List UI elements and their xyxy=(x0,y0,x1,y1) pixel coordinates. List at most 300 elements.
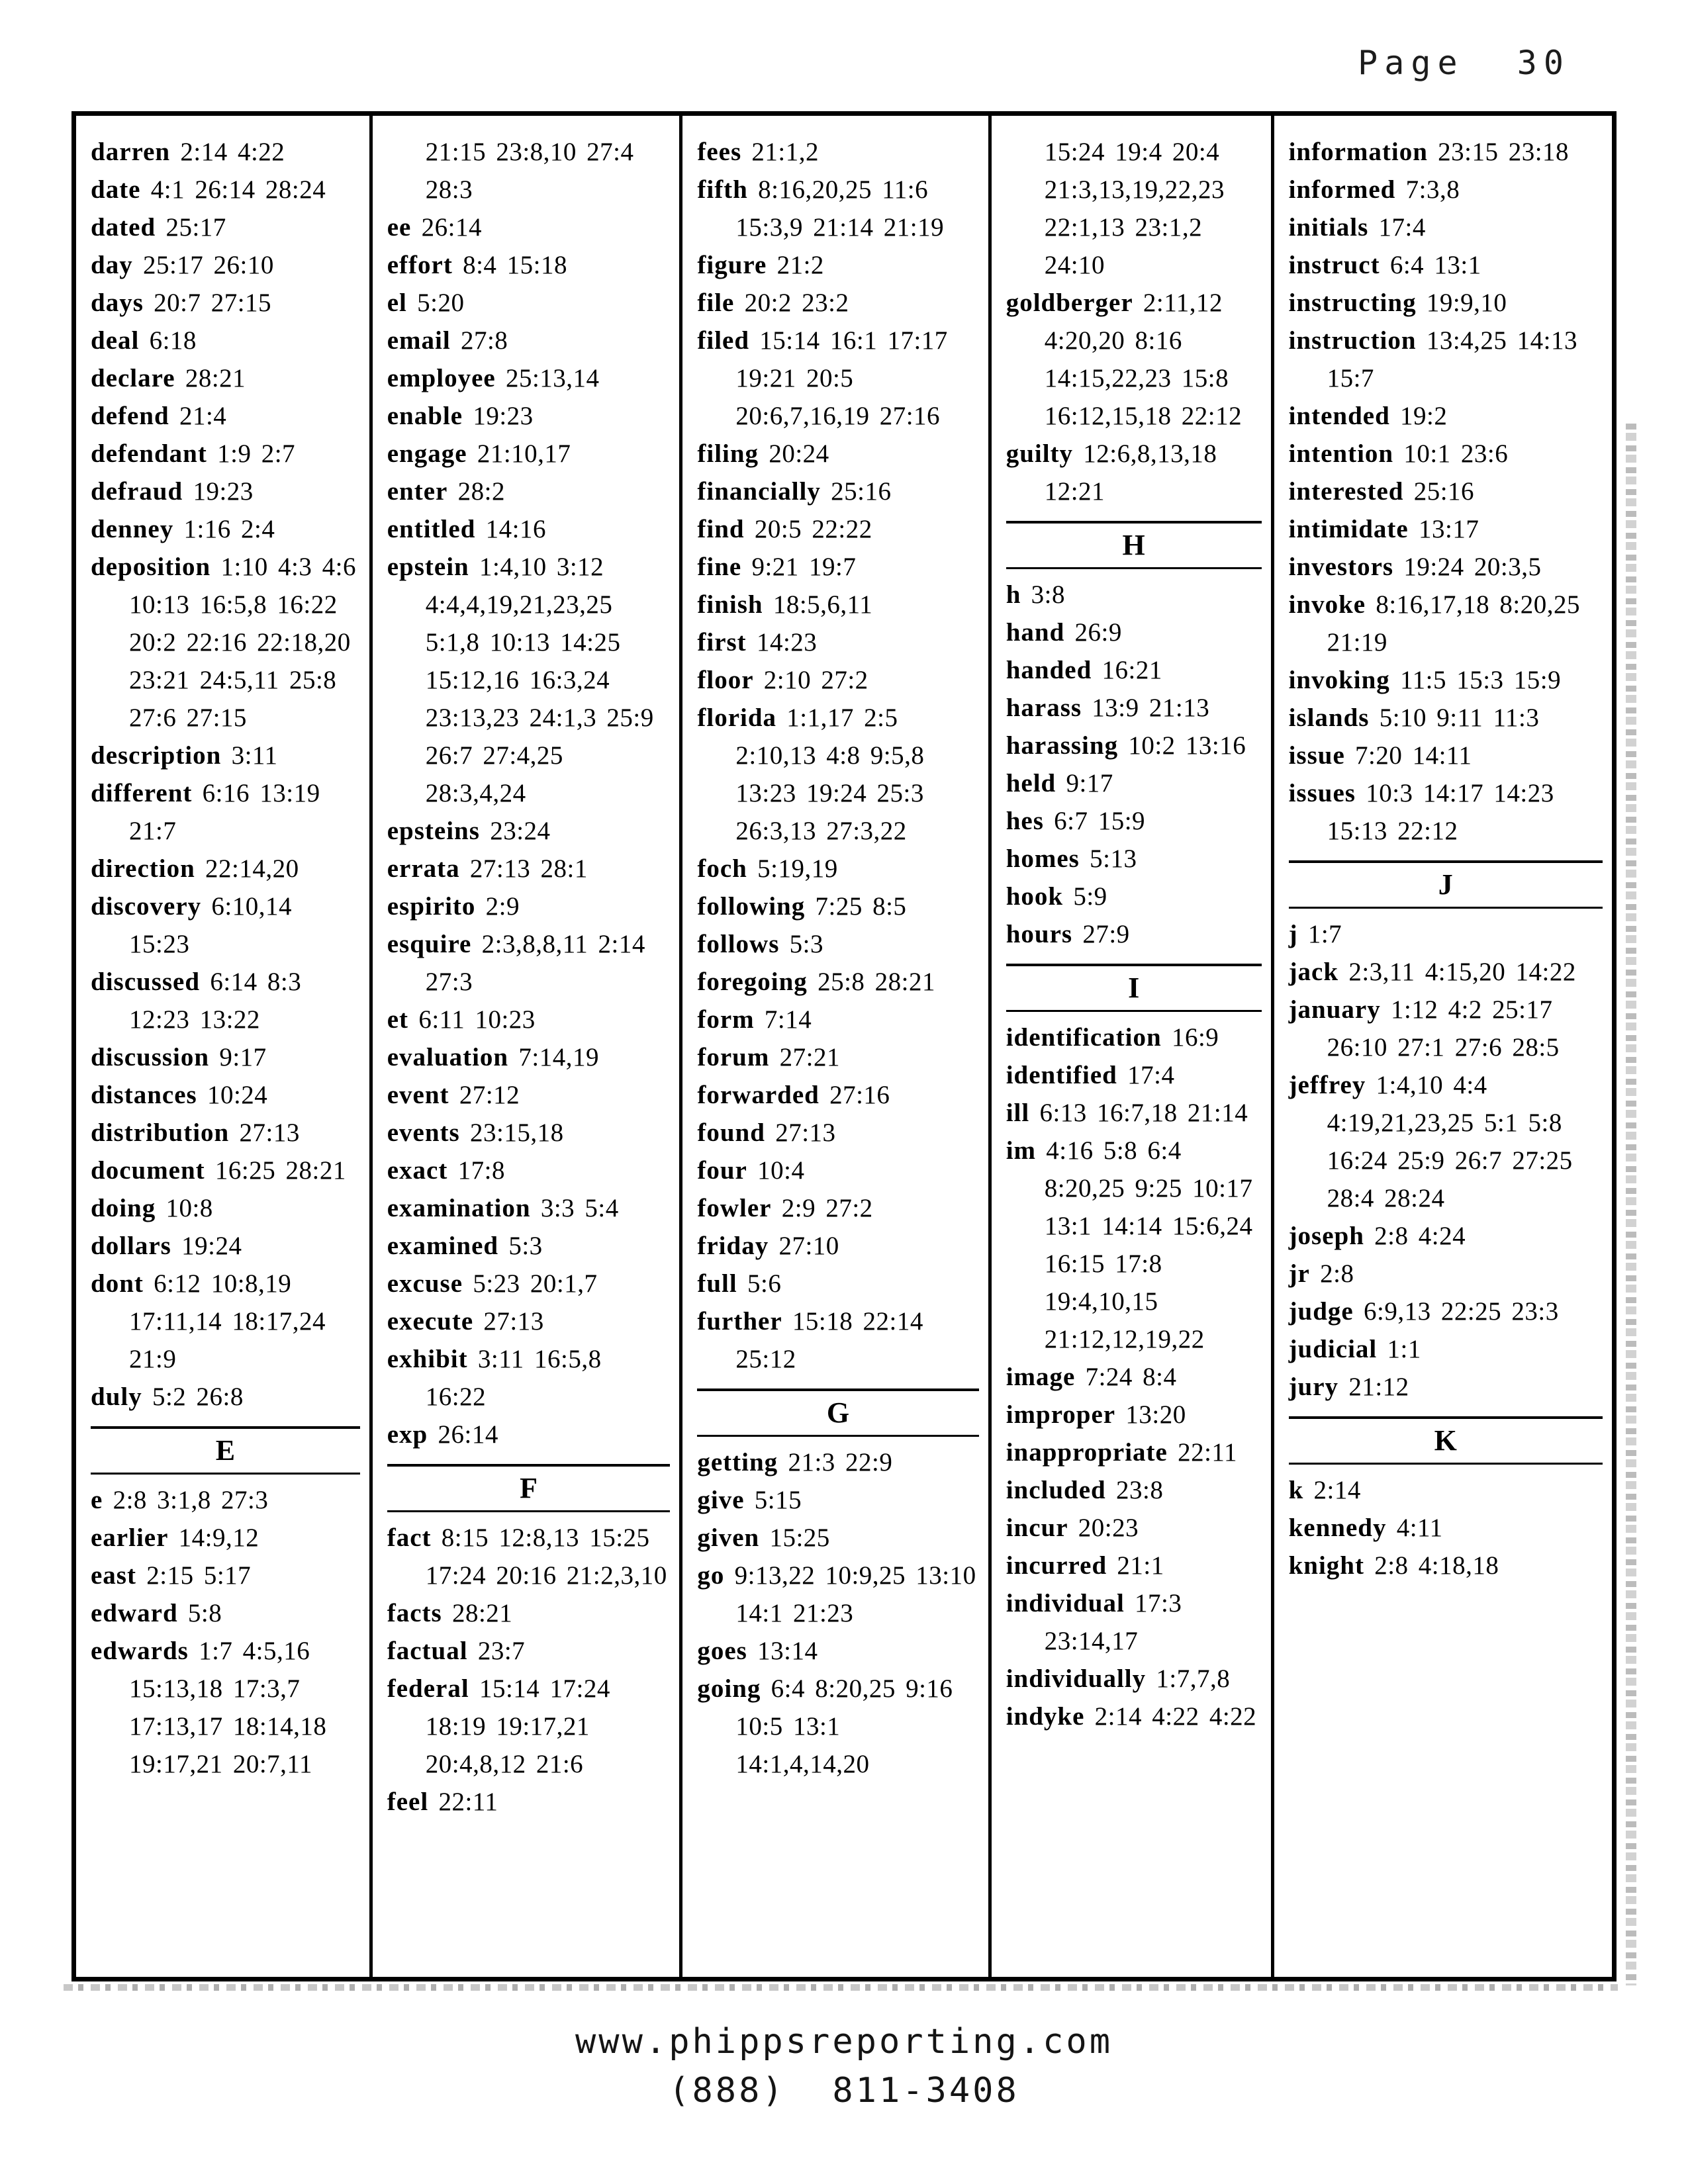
entry-identified: identified 17:4 xyxy=(1006,1061,1175,1089)
entry-word: engage xyxy=(387,439,467,468)
entry-individually: individually 1:7,7,8 xyxy=(1006,1664,1231,1693)
entry-word: guilty xyxy=(1006,439,1074,468)
entry-word: hook xyxy=(1006,882,1064,911)
entry-word: given xyxy=(697,1524,760,1552)
index-column-4 xyxy=(992,116,1274,1977)
entry-word: excuse xyxy=(387,1269,463,1298)
entry-word: goldberger xyxy=(1006,289,1133,317)
entry-word: finish xyxy=(697,590,763,619)
entry-intimidate: intimidate 13:17 xyxy=(1288,515,1479,543)
entry-kennedy: kennedy 4:11 xyxy=(1288,1514,1443,1542)
section-header-H: H xyxy=(1006,521,1262,569)
entry-word: hes xyxy=(1006,807,1044,835)
entry-full: full 5:6 xyxy=(697,1269,782,1298)
scan-noise-right xyxy=(1626,424,1636,1985)
entry-word: incurred xyxy=(1006,1551,1107,1580)
entry-word: defendant xyxy=(91,439,207,468)
entry-errata: errata 27:13 28:1 xyxy=(387,854,588,883)
entry-entitled: entitled 14:16 xyxy=(387,515,546,543)
entry-word: duly xyxy=(91,1383,142,1411)
entry-word: harass xyxy=(1006,694,1082,722)
entry-word: find xyxy=(697,515,745,543)
entry-discussion: discussion 9:17 xyxy=(91,1043,267,1071)
entry-go: go 9:13,22 10:9,25 13:10 14:1 21:23 xyxy=(697,1561,976,1627)
entry-dollars: dollars 19:24 xyxy=(91,1232,242,1260)
entry-espirito: espirito 2:9 xyxy=(387,892,520,921)
entry-word: issues xyxy=(1288,779,1356,807)
entry-instruction: instruction 13:4,25 14:13 15:7 xyxy=(1288,326,1577,392)
entry-word: give xyxy=(697,1486,745,1514)
entry-fine: fine 9:21 19:7 xyxy=(697,553,857,581)
scan-noise-bottom xyxy=(64,1984,1618,1991)
entry-word: informed xyxy=(1288,175,1396,204)
entry-defraud: defraud 19:23 xyxy=(91,477,254,506)
entry-instructing: instructing 19:9,10 xyxy=(1288,289,1507,317)
entry-fifth: fifth 8:16,20,25 11:6 15:3,9 21:14 21:19 xyxy=(697,175,945,242)
entry-discussed: discussed 6:14 8:3 12:23 13:22 xyxy=(91,968,302,1034)
entry-word: file xyxy=(697,289,735,317)
entry-harassing: harassing 10:2 13:16 xyxy=(1006,731,1246,760)
entry-darren: darren 2:14 4:22 xyxy=(91,138,285,166)
entry-word: improper xyxy=(1006,1400,1116,1429)
entry-word: defend xyxy=(91,402,169,430)
entry-word: enable xyxy=(387,402,463,430)
entry-word: document xyxy=(91,1156,205,1185)
entry-given: given 15:25 xyxy=(697,1524,830,1552)
entry-et: et 6:11 10:23 xyxy=(387,1005,536,1034)
entry-word: identified xyxy=(1006,1061,1117,1089)
entry-word: different xyxy=(91,779,193,807)
entry-friday: friday 27:10 xyxy=(697,1232,839,1260)
entry-word: declare xyxy=(91,364,175,392)
entry-word: dont xyxy=(91,1269,144,1298)
entry-word: earlier xyxy=(91,1524,169,1552)
entry-fowler: fowler 2:9 27:2 xyxy=(697,1194,873,1222)
entry-feel: feel 22:11 xyxy=(387,1788,498,1816)
entry-word: hours xyxy=(1006,920,1073,948)
index-column-5 xyxy=(1274,116,1612,1977)
entry-jack: jack 2:3,11 4:15,20 14:22 xyxy=(1288,958,1576,986)
entry-examined: examined 5:3 xyxy=(387,1232,543,1260)
entry-word: issue xyxy=(1288,741,1345,770)
entry-improper: improper 13:20 xyxy=(1006,1400,1186,1429)
entry-word: e xyxy=(91,1486,103,1514)
footer-phone: (888) 811-3408 xyxy=(669,2071,1019,2111)
entry-word: distribution xyxy=(91,1118,230,1147)
entry-word: knight xyxy=(1288,1551,1364,1580)
entry-exact: exact 17:8 xyxy=(387,1156,505,1185)
entry-word: days xyxy=(91,289,144,317)
entry-incur: incur 20:23 xyxy=(1006,1514,1139,1542)
entry-word: examined xyxy=(387,1232,499,1260)
entry-word: jr xyxy=(1288,1259,1310,1288)
section-header-F: F xyxy=(387,1464,671,1512)
entry-word: fowler xyxy=(697,1194,772,1222)
entry-word: direction xyxy=(91,854,195,883)
entry-word: jack xyxy=(1288,958,1339,986)
entry-execute: execute 27:13 xyxy=(387,1307,544,1336)
entry-january: january 1:12 4:2 25:17 26:10 27:1 27:6 28:5 xyxy=(1288,995,1560,1062)
entry-word: dated xyxy=(91,213,156,242)
entry-word: kennedy xyxy=(1288,1514,1387,1542)
entry-word: epsteins xyxy=(387,817,480,845)
entry-form: form 7:14 xyxy=(697,1005,812,1034)
entry-enter: enter 28:2 xyxy=(387,477,505,506)
entry-word: epstein xyxy=(387,553,469,581)
section-header-G: G xyxy=(697,1388,978,1437)
entry-word: invoking xyxy=(1288,666,1390,694)
entry-word: follows xyxy=(697,930,780,958)
entry-word: date xyxy=(91,175,141,204)
entry-word: fees xyxy=(697,138,742,166)
entry-facts: facts 28:21 xyxy=(387,1599,513,1627)
entry-document: document 16:25 28:21 xyxy=(91,1156,346,1185)
entry-distribution: distribution 27:13 xyxy=(91,1118,300,1147)
entry-email: email 27:8 xyxy=(387,326,508,355)
entry-word: edwards xyxy=(91,1637,189,1665)
entry-word: incur xyxy=(1006,1514,1068,1542)
entry-edward: edward 5:8 xyxy=(91,1599,222,1627)
entry-different: different 6:16 13:19 21:7 xyxy=(91,779,320,845)
entry-fees: fees 21:1,2 xyxy=(697,138,820,166)
entry-word: inappropriate xyxy=(1006,1438,1168,1467)
entry-word: east xyxy=(91,1561,136,1590)
entry-continuation: 15:24 19:4 20:4 21:3,13,19,22,23 22:1,13 23:1,2 24:10 xyxy=(1044,138,1225,279)
entry-enable: enable 19:23 xyxy=(387,402,534,430)
entry-word: denney xyxy=(91,515,174,543)
entry-word: friday xyxy=(697,1232,769,1260)
entry-el: el 5:20 xyxy=(387,289,465,317)
entry-word: filed xyxy=(697,326,750,355)
entry-hook: hook 5:9 xyxy=(1006,882,1107,911)
entry-word: forum xyxy=(697,1043,770,1071)
entry-word: im xyxy=(1006,1136,1037,1165)
entry-guilty: guilty 12:6,8,13,18 12:21 xyxy=(1006,439,1217,506)
index-column-1 xyxy=(76,116,373,1977)
entry-discovery: discovery 6:10,14 15:23 xyxy=(91,892,292,958)
entry-word: darren xyxy=(91,138,171,166)
entry-issue: issue 7:20 14:11 xyxy=(1288,741,1472,770)
entry-h: h 3:8 xyxy=(1006,580,1065,609)
entry-word: hand xyxy=(1006,618,1065,647)
entry-word: fact xyxy=(387,1524,432,1552)
entry-word: foch xyxy=(697,854,747,883)
entry-word: included xyxy=(1006,1476,1106,1504)
entry-word: effort xyxy=(387,251,453,279)
entry-defend: defend 21:4 xyxy=(91,402,227,430)
entry-interested: interested 25:16 xyxy=(1288,477,1475,506)
entry-word: initials xyxy=(1288,213,1369,242)
footer-website: www.phippsreporting.com xyxy=(575,2022,1113,2062)
entry-epsteins: epsteins 23:24 xyxy=(387,817,551,845)
entry-joseph: joseph 2:8 4:24 xyxy=(1288,1222,1466,1250)
entry-intended: intended 19:2 xyxy=(1288,402,1448,430)
entry-word: description xyxy=(91,741,222,770)
entry-word: defraud xyxy=(91,477,183,506)
entry-earlier: earlier 14:9,12 xyxy=(91,1524,259,1552)
entry-fact: fact 8:15 12:8,13 15:25 17:24 20:16 21:2,3,10 xyxy=(387,1524,667,1590)
entry-word: esquire xyxy=(387,930,472,958)
entry-ee: ee 26:14 xyxy=(387,213,482,242)
entry-excuse: excuse 5:23 20:1,7 xyxy=(387,1269,598,1298)
entry-continuation: 21:15 23:8,10 27:4 28:3 xyxy=(425,138,634,204)
entry-give: give 5:15 xyxy=(697,1486,802,1514)
index-column-2 xyxy=(373,116,683,1977)
entry-word: interested xyxy=(1288,477,1404,506)
entry-image: image 7:24 8:4 xyxy=(1006,1363,1177,1391)
entry-hes: hes 6:7 15:9 xyxy=(1006,807,1146,835)
entry-word: found xyxy=(697,1118,765,1147)
entry-intention: intention 10:1 23:6 xyxy=(1288,439,1509,468)
entry-going: going 6:4 8:20,25 9:16 10:5 13:1 14:1,4,14,20 xyxy=(697,1674,953,1778)
entry-word: image xyxy=(1006,1363,1076,1391)
entry-included: included 23:8 xyxy=(1006,1476,1164,1504)
entry-initials: initials 17:4 xyxy=(1288,213,1426,242)
entry-word: four xyxy=(697,1156,747,1185)
entry-word: joseph xyxy=(1288,1222,1364,1250)
page-number: Page 30 xyxy=(1358,44,1570,82)
entry-foch: foch 5:19,19 xyxy=(697,854,838,883)
entry-word: et xyxy=(387,1005,409,1034)
entry-word: information xyxy=(1288,138,1428,166)
entry-word: investors xyxy=(1288,553,1394,581)
entry-word: execute xyxy=(387,1307,474,1336)
entry-word: distances xyxy=(91,1081,197,1109)
entry-jeffrey: jeffrey 1:4,10 4:4 4:19,21,23,25 5:1 5:8 16:24 25:9 26:7 27:25 28:4 28:24 xyxy=(1288,1071,1573,1212)
entry-filed: filed 15:14 16:1 17:17 19:21 20:5 20:6,7,16,19 27:16 xyxy=(697,326,948,430)
entry-judge: judge 6:9,13 22:25 23:3 xyxy=(1288,1297,1559,1326)
entry-foregoing: foregoing 25:8 28:21 xyxy=(697,968,935,996)
entry-figure: figure 21:2 xyxy=(697,251,824,279)
entry-further: further 15:18 22:14 25:12 xyxy=(697,1307,923,1373)
entry-word: getting xyxy=(697,1448,778,1477)
entry-exhibit: exhibit 3:11 16:5,8 16:22 xyxy=(387,1345,602,1411)
entry-word: filing xyxy=(697,439,759,468)
entry-goes: goes 13:14 xyxy=(697,1637,818,1665)
entry-word: harassing xyxy=(1006,731,1119,760)
entry-word: islands xyxy=(1288,704,1370,732)
entry-description: description 3:11 xyxy=(91,741,278,770)
entry-word: espirito xyxy=(387,892,476,921)
index-column-3 xyxy=(682,116,991,1977)
entry-word: discussed xyxy=(91,968,201,996)
entry-homes: homes 5:13 xyxy=(1006,844,1137,873)
entry-date: date 4:1 26:14 28:24 xyxy=(91,175,326,204)
entry-handed: handed 16:21 xyxy=(1006,656,1162,684)
entry-word: held xyxy=(1006,769,1056,797)
entry-engage: engage 21:10,17 xyxy=(387,439,571,468)
entry-deposition: deposition 1:10 4:3 4:6 10:13 16:5,8 16:22 20:2 22:16 22:18,20 23:21 24:5,11 25:8 27:6 27:15 xyxy=(91,553,356,732)
entry-word: floor xyxy=(697,666,754,694)
entry-e: e 2:8 3:1,8 27:3 xyxy=(91,1486,269,1514)
entry-word: january xyxy=(1288,995,1381,1024)
entry-find: find 20:5 22:22 xyxy=(697,515,872,543)
entry-word: identification xyxy=(1006,1023,1162,1052)
entry-word: florida xyxy=(697,704,777,732)
entry-floor: floor 2:10 27:2 xyxy=(697,666,868,694)
entry-word: homes xyxy=(1006,844,1080,873)
entry-word: individually xyxy=(1006,1664,1147,1693)
entry-following: following 7:25 8:5 xyxy=(697,892,907,921)
section-header-I: I xyxy=(1006,964,1262,1012)
entry-declare: declare 28:21 xyxy=(91,364,246,392)
entry-word: enter xyxy=(387,477,448,506)
entry-word: forwarded xyxy=(697,1081,820,1109)
section-header-K: K xyxy=(1289,1416,1603,1465)
entry-filing: filing 20:24 xyxy=(697,439,829,468)
entry-direction: direction 22:14,20 xyxy=(91,854,299,883)
entry-found: found 27:13 xyxy=(697,1118,836,1147)
entry-word: exp xyxy=(387,1420,428,1449)
entry-examination: examination 3:3 5:4 xyxy=(387,1194,619,1222)
entry-word: email xyxy=(387,326,451,355)
entry-word: instruct xyxy=(1288,251,1380,279)
entry-edwards: edwards 1:7 4:5,16 15:13,18 17:3,7 17:13,17 18:14,18 19:17,21 20:7,11 xyxy=(91,1637,327,1778)
entry-word: events xyxy=(387,1118,460,1147)
entry-knight: knight 2:8 4:18,18 xyxy=(1288,1551,1499,1580)
entry-word: fifth xyxy=(697,175,748,204)
entry-east: east 2:15 5:17 xyxy=(91,1561,252,1590)
entry-word: examination xyxy=(387,1194,531,1222)
entry-word: entitled xyxy=(387,515,476,543)
entry-harass: harass 13:9 21:13 xyxy=(1006,694,1210,722)
entry-word: exact xyxy=(387,1156,448,1185)
word-index-table xyxy=(71,111,1617,1981)
entry-issues: issues 10:3 14:17 14:23 15:13 22:12 xyxy=(1288,779,1554,845)
entry-individual: individual 17:3 23:14,17 xyxy=(1006,1589,1182,1655)
entry-word: deposition xyxy=(91,553,211,581)
entry-word: first xyxy=(697,628,747,657)
entry-word: indyke xyxy=(1006,1702,1085,1731)
section-header-J: J xyxy=(1289,860,1603,909)
entry-deal: deal 6:18 xyxy=(91,326,197,355)
entry-epstein: epstein 1:4,10 3:12 4:4,4,19,21,23,25 5:1,8 10:13 14:25 15:12,16 16:3,24 23:13,23 24:1,3 25:9 26:7 27:4,25 28:3,4,24 xyxy=(387,553,654,807)
entry-inappropriate: inappropriate 22:11 xyxy=(1006,1438,1237,1467)
entry-word: event xyxy=(387,1081,449,1109)
entry-dont: dont 6:12 10:8,19 17:11,14 18:17,24 21:9 xyxy=(91,1269,326,1373)
entry-instruct: instruct 6:4 13:1 xyxy=(1288,251,1481,279)
entry-word: ee xyxy=(387,213,412,242)
entry-word: intimidate xyxy=(1288,515,1409,543)
entry-hand: hand 26:9 xyxy=(1006,618,1122,647)
entry-im: im 4:16 5:8 6:4 8:20,25 9:25 10:17 13:1 14:14 15:6,24 16:15 17:8 19:4,10,15 21:12,12,19,22 xyxy=(1006,1136,1253,1353)
entry-word: figure xyxy=(697,251,767,279)
entry-finish: finish 18:5,6,11 xyxy=(697,590,873,619)
entry-incurred: incurred 21:1 xyxy=(1006,1551,1164,1580)
entry-word: full xyxy=(697,1269,737,1298)
entry-word: deal xyxy=(91,326,140,355)
entry-file: file 20:2 23:2 xyxy=(697,289,849,317)
entry-evaluation: evaluation 7:14,19 xyxy=(387,1043,599,1071)
entry-federal: federal 15:14 17:24 18:19 19:17,21 20:4,8,12 21:6 xyxy=(387,1674,610,1778)
entry-getting: getting 21:3 22:9 xyxy=(697,1448,893,1477)
entry-j: j 1:7 xyxy=(1288,920,1342,948)
entry-word: intention xyxy=(1288,439,1394,468)
entry-word: discovery xyxy=(91,892,202,921)
entry-identification: identification 16:9 xyxy=(1006,1023,1219,1052)
entry-word: dollars xyxy=(91,1232,171,1260)
entry-investors: investors 19:24 20:3,5 xyxy=(1288,553,1542,581)
entry-word: invoke xyxy=(1288,590,1366,619)
entry-dated: dated 25:17 xyxy=(91,213,226,242)
entry-word: factual xyxy=(387,1637,468,1665)
entry-informed: informed 7:3,8 xyxy=(1288,175,1460,204)
entry-invoking: invoking 11:5 15:3 15:9 xyxy=(1288,666,1562,694)
entry-event: event 27:12 xyxy=(387,1081,520,1109)
entry-word: going xyxy=(697,1674,761,1703)
entry-first: first 14:23 xyxy=(697,628,818,657)
entry-word: facts xyxy=(387,1599,442,1627)
entry-word: jeffrey xyxy=(1288,1071,1366,1099)
entry-defendant: defendant 1:9 2:7 xyxy=(91,439,296,468)
entry-word: feel xyxy=(387,1788,429,1816)
entry-factual: factual 23:7 xyxy=(387,1637,526,1665)
entry-effort: effort 8:4 15:18 xyxy=(387,251,568,279)
entry-information: information 23:15 23:18 xyxy=(1288,138,1570,166)
entry-indyke: indyke 2:14 4:22 4:22 xyxy=(1006,1702,1257,1731)
entry-word: foregoing xyxy=(697,968,808,996)
entry-four: four 10:4 xyxy=(697,1156,805,1185)
entry-jury: jury 21:12 xyxy=(1288,1373,1409,1401)
entry-doing: doing 10:8 xyxy=(91,1194,213,1222)
entry-k: k 2:14 xyxy=(1288,1476,1361,1504)
entry-word: judge xyxy=(1288,1297,1354,1326)
entry-exp: exp 26:14 xyxy=(387,1420,498,1449)
section-header-E: E xyxy=(91,1426,360,1475)
entry-employee: employee 25:13,14 xyxy=(387,364,600,392)
entry-ill: ill 6:13 16:7,18 21:14 xyxy=(1006,1099,1248,1127)
entry-word: judicial xyxy=(1288,1335,1378,1363)
entry-word: following xyxy=(697,892,806,921)
entry-word: individual xyxy=(1006,1589,1125,1617)
entry-word: el xyxy=(387,289,407,317)
entry-word: ill xyxy=(1006,1099,1030,1127)
entry-word: goes xyxy=(697,1637,747,1665)
entry-florida: florida 1:1,17 2:5 2:10,13 4:8 9:5,8 13:23 19:24 25:3 26:3,13 27:3,22 xyxy=(697,704,925,845)
entry-word: errata xyxy=(387,854,460,883)
entry-forwarded: forwarded 27:16 xyxy=(697,1081,890,1109)
entry-word: evaluation xyxy=(387,1043,509,1071)
entry-word: discussion xyxy=(91,1043,210,1071)
entry-goldberger: goldberger 2:11,12 4:20,20 8:16 14:15,22,23 15:8 16:12,15,18 22:12 xyxy=(1006,289,1243,430)
entry-word: j xyxy=(1288,920,1298,948)
entry-jr: jr 2:8 xyxy=(1288,1259,1354,1288)
entry-word: instructing xyxy=(1288,289,1417,317)
entry-word: instruction xyxy=(1288,326,1417,355)
entry-word: handed xyxy=(1006,656,1092,684)
reporter-footer xyxy=(0,2017,1688,2115)
entry-word: fine xyxy=(697,553,742,581)
entry-esquire: esquire 2:3,8,8,11 2:14 27:3 xyxy=(387,930,645,996)
entry-word: further xyxy=(697,1307,782,1336)
entry-word: financially xyxy=(697,477,821,506)
entry-duly: duly 5:2 26:8 xyxy=(91,1383,244,1411)
entry-days: days 20:7 27:15 xyxy=(91,289,272,317)
entry-word: doing xyxy=(91,1194,156,1222)
entry-word: h xyxy=(1006,580,1021,609)
entry-distances: distances 10:24 xyxy=(91,1081,268,1109)
entry-word: form xyxy=(697,1005,755,1034)
entry-denney: denney 1:16 2:4 xyxy=(91,515,275,543)
entry-financially: financially 25:16 xyxy=(697,477,892,506)
entry-forum: forum 27:21 xyxy=(697,1043,840,1071)
entry-word: intended xyxy=(1288,402,1390,430)
entry-word: k xyxy=(1288,1476,1304,1504)
entry-islands: islands 5:10 9:11 11:3 xyxy=(1288,704,1540,732)
entry-invoke: invoke 8:16,17,18 8:20,25 21:19 xyxy=(1288,590,1581,657)
entry-word: jury xyxy=(1288,1373,1339,1401)
entry-word: edward xyxy=(91,1599,178,1627)
